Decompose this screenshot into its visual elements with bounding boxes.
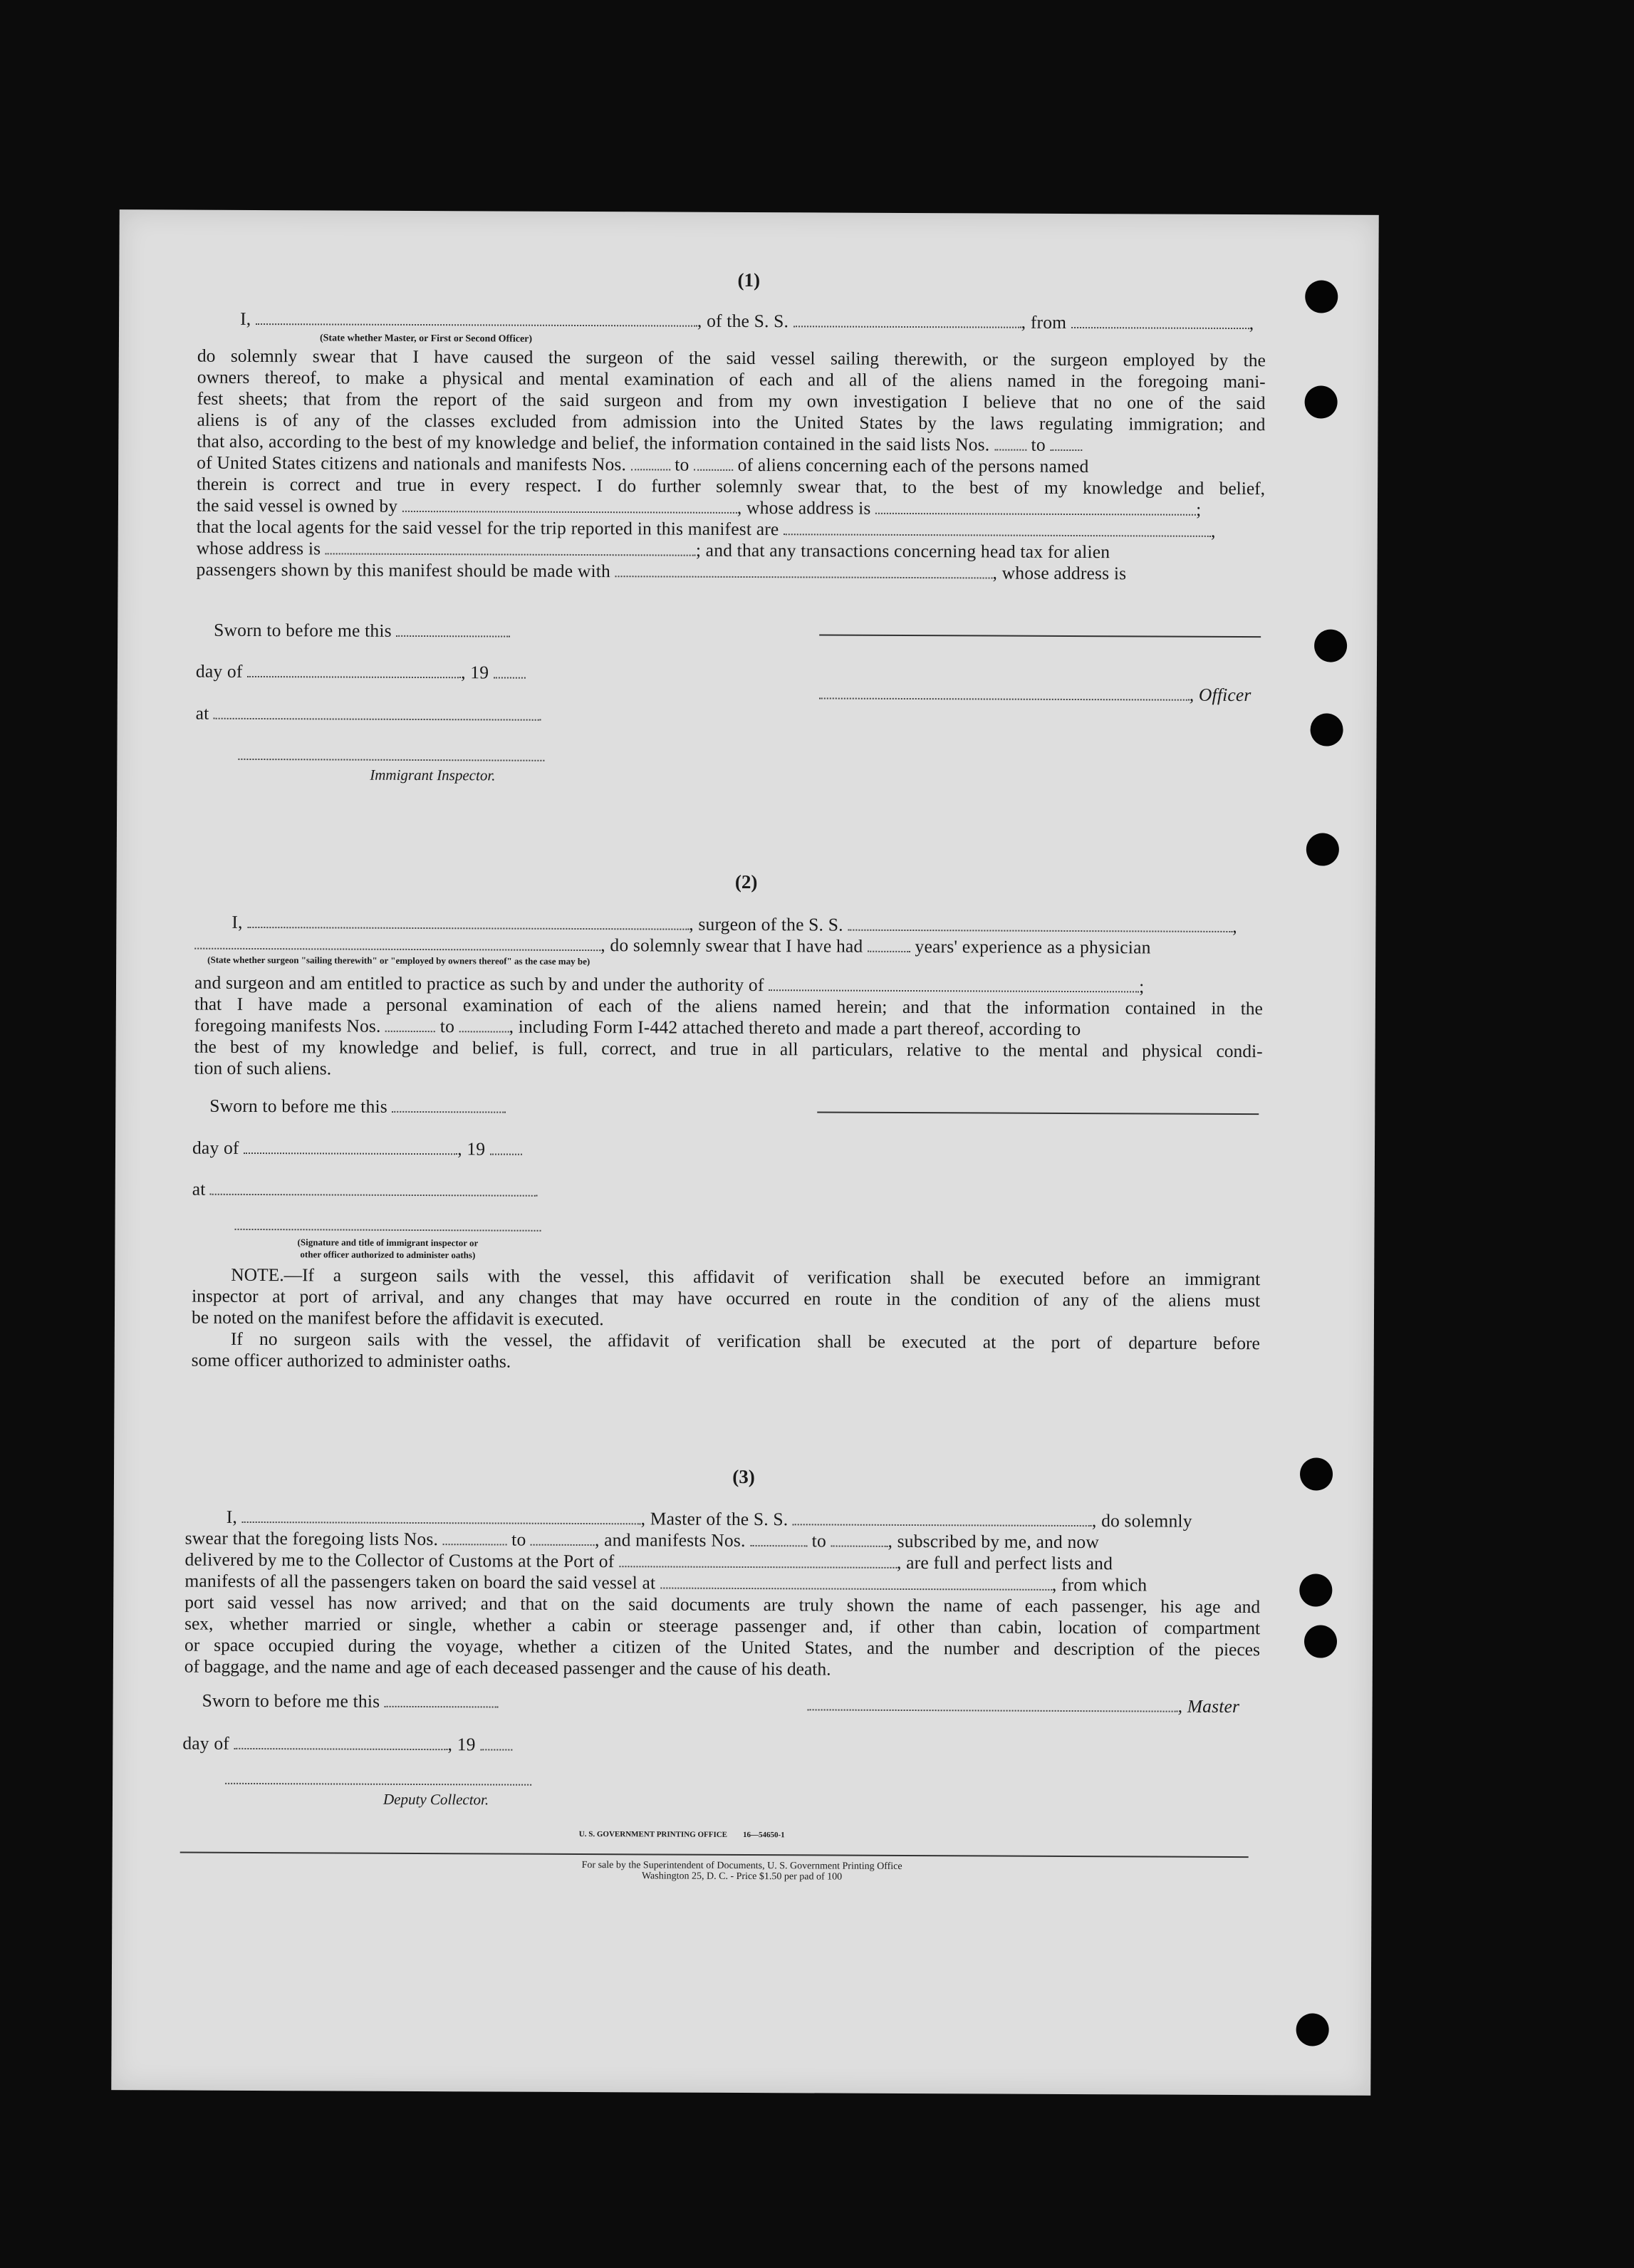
section-2-line-6: [194, 1036, 1262, 1084]
text: (Signature and title of immigrant inspector or: [297, 1237, 479, 1249]
text: to: [439, 1016, 455, 1037]
collector-signature-line[interactable]: [225, 1783, 531, 1786]
officer-signature-line[interactable]: [235, 1229, 541, 1232]
punch-hole: [1296, 2013, 1329, 2046]
blank-vessel[interactable]: [793, 1509, 1092, 1526]
text: years' experience as a physician: [915, 936, 1151, 958]
text: of aliens concerning each of the persons named: [737, 454, 1089, 477]
text: ,: [1232, 915, 1237, 937]
text: Sworn to before me this: [214, 619, 392, 641]
body-line: fest sheets; that from the report of the said surgeon and from my own investigation I believe that no one of the said: [197, 387, 1266, 414]
blank-lists-from[interactable]: [994, 435, 1026, 451]
surgeon-note: (State whether surgeon "sailing therewith" or "employed by owners thereof" as the case may be): [207, 954, 590, 967]
text: to: [1031, 434, 1046, 455]
blank-year[interactable]: [490, 1139, 522, 1155]
text: Sworn to before me this: [202, 1690, 380, 1712]
blank-surgeon-vessel[interactable]: [848, 915, 1232, 932]
text: , Master of the S. S.: [640, 1508, 789, 1530]
text: that the local agents for the said vessel for the trip reported in this manifest are: [196, 516, 779, 540]
blank-manifests-from[interactable]: [385, 1016, 435, 1032]
text: whose address is: [196, 537, 321, 559]
text: I,: [240, 308, 251, 329]
text: I,: [231, 911, 243, 932]
body-line: or space occupied during the voyage, whether a citizen of the United States, and the number and description of the pieces: [184, 1634, 1261, 1660]
text: at: [195, 702, 209, 724]
text: , subscribed by me, and now: [888, 1530, 1100, 1553]
section-3-heading: (3): [732, 1465, 755, 1488]
text: , do solemnly swear that I have had: [600, 935, 863, 957]
blank-day[interactable]: [247, 662, 461, 678]
text: , whose address is: [737, 496, 871, 519]
text: delivered by me to the Collector of Customs at the Port of: [184, 1549, 615, 1572]
body-line: do solemnly swear that I have caused the surgeon of the said vessel sailing therewith, or the surgeon employed by the: [197, 345, 1266, 371]
sworn-label: [202, 1690, 499, 1713]
blank-day[interactable]: [244, 1138, 457, 1155]
punch-hole: [1310, 713, 1343, 746]
blank-sworn[interactable]: [392, 1097, 506, 1113]
day-of-line: [182, 1733, 512, 1756]
body-line: that I have made a personal examination of each of the aliens named herein; and that the information contained in the: [194, 993, 1263, 1019]
text: , from which: [1051, 1573, 1148, 1596]
text: For sale by the Superintendent of Documents, U. S. Government Printing Office: [581, 1860, 902, 1872]
sworn-label: [209, 1096, 506, 1118]
text: of United States citizens and nationals and manifests Nos.: [197, 452, 627, 475]
text: foregoing manifests Nos.: [194, 1014, 381, 1036]
text: , are full and perfect lists and: [896, 1551, 1113, 1574]
section-1-line-11: [196, 559, 1264, 586]
blank-officer-signature[interactable]: [819, 683, 1190, 700]
form-page: [111, 209, 1379, 2096]
blank-surgeon-type[interactable]: [194, 934, 600, 951]
blank-sworn[interactable]: [396, 621, 510, 638]
officer-note: (State whether Master, or First or Second Officer): [319, 333, 533, 345]
section-2-heading: (2): [734, 870, 758, 893]
at-line: [192, 1179, 538, 1202]
blank-owner-address[interactable]: [875, 499, 1196, 516]
surgeon-signature-line[interactable]: [817, 1111, 1259, 1115]
text: I,: [226, 1506, 238, 1527]
officer-line: [819, 682, 1251, 706]
blank-year[interactable]: [480, 1734, 512, 1750]
text: ; and that any transactions concerning head tax for alien: [695, 539, 1110, 563]
punch-hole: [1304, 1625, 1337, 1658]
body-line: port said vessel has now arrived; and that on the said documents are truly shown the name of each passenger, his age and: [184, 1591, 1261, 1618]
blank-lists-to[interactable]: [1050, 435, 1082, 451]
note-line: If no surgeon sails with the vessel, the affidavit of verification shall be executed at the port of departure before: [230, 1328, 1260, 1354]
blank-day[interactable]: [234, 1734, 448, 1750]
text: , do solemnly: [1091, 1510, 1192, 1531]
body-line: sex, whether married or single, whether a cabin or steerage passenger and, if other than cabin, location of compartment: [184, 1613, 1261, 1639]
note-line: some officer authorized to administer oaths.: [191, 1349, 511, 1372]
blank-lists-from[interactable]: [443, 1529, 507, 1545]
body-line: owners thereof, to make a physical and mental examination of each and all of the aliens named in the foregoing mani-: [197, 366, 1266, 392]
officer-signature-line-top[interactable]: [819, 634, 1261, 638]
blank-vessel[interactable]: [793, 311, 1021, 328]
text: Sworn to before me this: [209, 1095, 387, 1117]
blank-year[interactable]: [494, 662, 526, 678]
blank-from[interactable]: [1071, 313, 1249, 329]
text: to: [511, 1529, 526, 1550]
text: , surgeon of the S. S.: [689, 913, 843, 935]
blank-agents-address[interactable]: [326, 539, 696, 556]
footer-rule: [180, 1852, 1249, 1858]
day-of-line: [196, 661, 526, 684]
blank-head-tax[interactable]: [615, 561, 993, 578]
punch-hole: [1299, 1573, 1332, 1606]
blank-manifests-from[interactable]: [631, 454, 670, 470]
text: that also, according to the best of my knowledge and belief, the information contained in the said lists Nos.: [197, 430, 990, 455]
text: , of the S. S.: [697, 310, 789, 332]
text: swear that the foregoing lists Nos.: [184, 1527, 439, 1550]
body-line: therein is correct and true in every respect. I do further solemnly swear that, to the best of my knowledge and belief,: [197, 473, 1266, 499]
day-of-line: [192, 1138, 522, 1160]
text: , Officer: [1189, 684, 1251, 706]
punch-hole: [1314, 629, 1347, 662]
signature-note: [234, 1236, 541, 1262]
body-line: tion of such aliens.: [194, 1057, 332, 1079]
note-line: be noted on the manifest before the affidavit is executed.: [191, 1306, 604, 1330]
note-line: NOTE.—If a surgeon sails with the vessel, this affidavit of verification shall be executed before an immigrant: [231, 1264, 1261, 1290]
text: ,: [1249, 313, 1254, 334]
text: day of: [182, 1732, 230, 1754]
text: manifests of all the passengers taken on board the said vessel at: [184, 1570, 656, 1593]
body-line: of baggage, and the name and age of each deceased passenger and the cause of his death.: [184, 1655, 831, 1680]
text: , whose address is: [992, 562, 1127, 584]
text: ,: [1211, 520, 1216, 541]
section-3-body: [184, 1592, 1261, 1682]
section-1-line-1: [240, 308, 1266, 334]
text: passengers shown by this manifest should be made with: [196, 558, 611, 582]
sale-notice: [113, 1858, 1372, 1885]
text: ;: [1139, 976, 1145, 997]
master-line: [808, 1694, 1240, 1717]
text: day of: [195, 660, 243, 682]
blank-officer[interactable]: [256, 309, 697, 327]
punch-hole: [1305, 385, 1338, 418]
blank-years[interactable]: [868, 937, 910, 952]
punch-hole: [1306, 833, 1339, 865]
blank-owner[interactable]: [402, 496, 737, 514]
blank-boarding-port[interactable]: [660, 1573, 1052, 1590]
blank-sworn[interactable]: [385, 1692, 499, 1708]
blank-at[interactable]: [214, 704, 541, 721]
text: , 19: [461, 662, 489, 683]
blank-manifests-from[interactable]: [750, 1531, 807, 1546]
text: , from: [1021, 311, 1067, 333]
blank-master[interactable]: [242, 1507, 641, 1524]
blank-lists-to[interactable]: [531, 1530, 595, 1546]
inspector-signature-line[interactable]: [238, 759, 544, 761]
inspector-label: Immigrant Inspector.: [370, 766, 496, 784]
blank-manifests-to[interactable]: [459, 1016, 509, 1032]
blank-at[interactable]: [210, 1180, 538, 1197]
text: other officer authorized to administer oaths): [300, 1249, 476, 1261]
text: ;: [1196, 499, 1202, 520]
blank-authority[interactable]: [769, 975, 1139, 992]
body-line: the best of my knowledge and belief, is full, correct, and true in all particulars, relative to the mental and physical condi-: [194, 1036, 1263, 1062]
at-line: [196, 703, 542, 726]
text: the said vessel is owned by: [196, 494, 398, 516]
collector-label: Deputy Collector.: [383, 1790, 489, 1809]
text: , and manifests Nos.: [594, 1529, 746, 1551]
blank-master-signature[interactable]: [808, 1695, 1178, 1712]
text: day of: [192, 1137, 239, 1158]
text: , Master: [1177, 1695, 1240, 1717]
note-block: [192, 1264, 1261, 1376]
text: , 19: [447, 1734, 476, 1755]
text: at: [192, 1178, 206, 1200]
body-line: aliens is of any of the classes excluded from admission into the United States by the laws regulating immigration; and: [197, 409, 1266, 435]
text: , including Form I-442 attached thereto and made a part thereof, according to: [509, 1016, 1081, 1040]
blank-manifests-to[interactable]: [831, 1531, 888, 1547]
blank-manifests-to[interactable]: [694, 455, 733, 471]
gpo-imprint: U. S. GOVERNMENT PRINTING OFFICE 16—54650-1: [578, 1829, 785, 1840]
sworn-label: [214, 620, 510, 643]
text: and surgeon and am entitled to practice as such by and under the authority of: [194, 972, 764, 996]
blank-surgeon[interactable]: [247, 912, 689, 930]
text: , 19: [457, 1138, 486, 1160]
section-1-heading: (1): [737, 269, 761, 291]
section-1-body: [197, 345, 1266, 436]
blank-agents[interactable]: [784, 519, 1211, 537]
blank-port[interactable]: [619, 1551, 897, 1569]
note-line: inspector at port of arrival, and any changes that may have occurred en route in the condition of any of the aliens must: [192, 1285, 1261, 1311]
text: to: [675, 454, 689, 475]
text: to: [811, 1530, 827, 1551]
text: Washington 25, D. C. - Price $1.50 per pad of 100: [641, 1871, 843, 1883]
